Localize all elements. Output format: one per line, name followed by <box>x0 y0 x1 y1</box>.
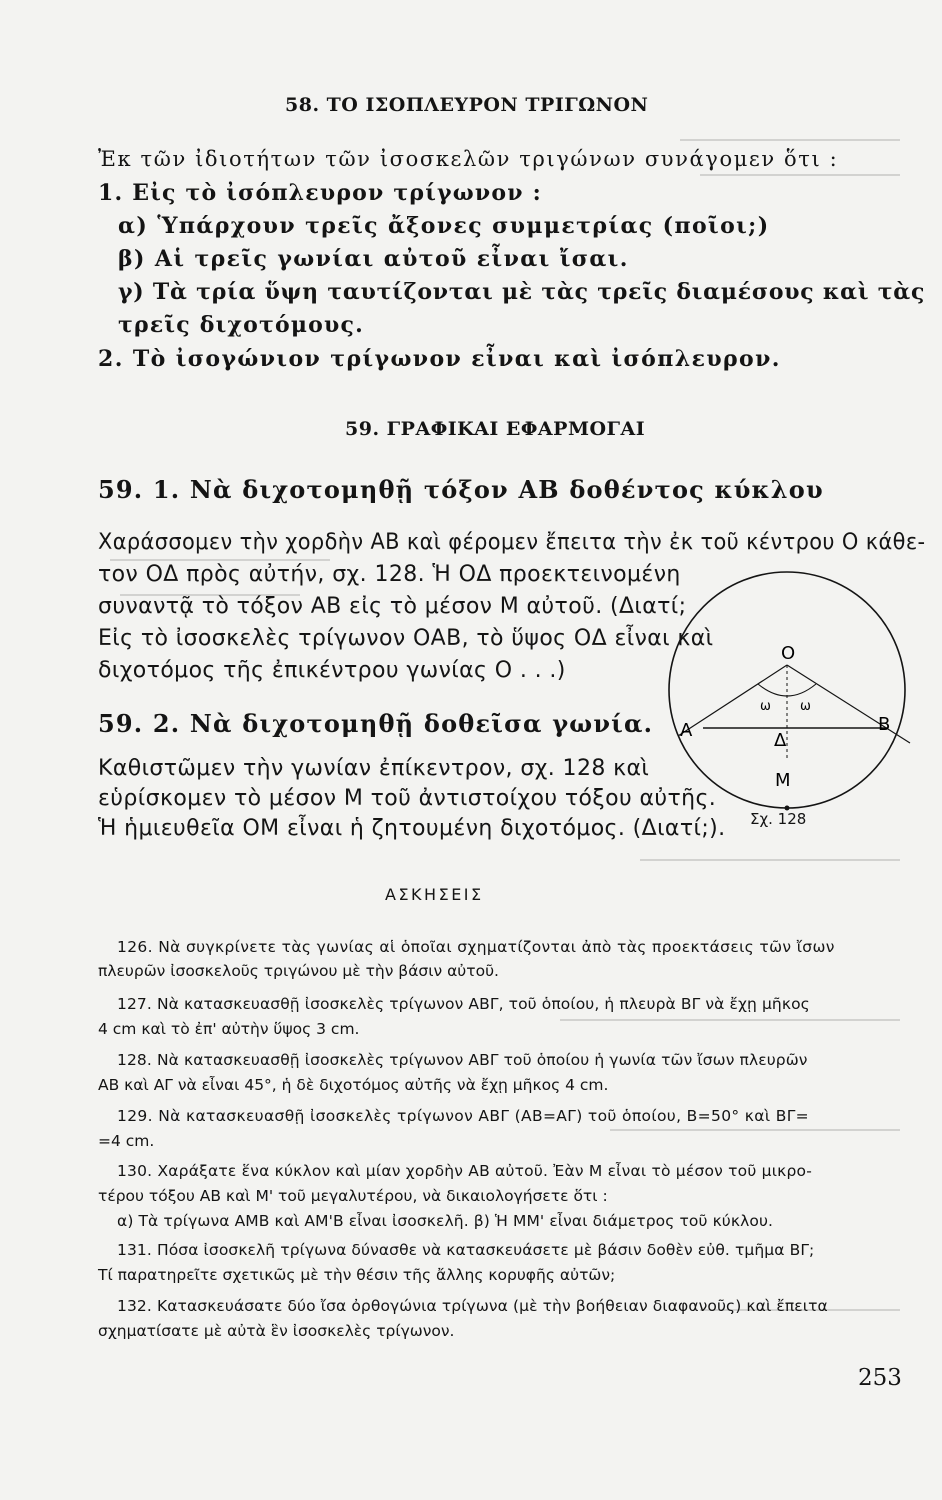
section-59-2-line: Ἡ ἡμιευθεῖα ΟΜ εἶναι ἡ ζητουμένη διχοτόμος. (Διατί;). <box>98 816 726 841</box>
label-d: Δ <box>774 730 787 751</box>
section-58-item-c-line1: γ) Τὰ τρία ὕψη ταυτίζονται μὲ τὰς τρεῖς διαμέσους καὶ τὰς <box>118 279 926 305</box>
exercise-line: σχηματίσατε μὲ αὐτὰ ἓν ἰσοσκελὲς τρίγωνον. <box>98 1322 455 1340</box>
label-b: Β <box>878 714 891 735</box>
section-58-item-c-line2: τρεῖς διχοτόμους. <box>118 312 364 338</box>
section-59-1-line: Εἰς τὸ ἰσοσκελὲς τρίγωνον ΟΑΒ, τὸ ὕψος ΟΔ εἶναι καὶ <box>98 626 714 651</box>
exercise-line: 128. Νὰ κατασκευασθῇ ἰσοσκελὲς τρίγωνον ΑΒΓ τοῦ ὁποίου ἡ γωνία τῶν ἴσων πλευρῶν <box>117 1051 808 1069</box>
label-o: Ο <box>781 643 796 664</box>
page-number: 253 <box>858 1365 902 1391</box>
section-59-1-line: διχοτόμος τῆς ἐπικέντρου γωνίας Ο . . .) <box>98 658 566 683</box>
section-58-intro: Ἐκ τῶν ἰδιοτήτων τῶν ἰσοσκελῶν τριγώνων συνάγομεν ὅτι : <box>98 147 839 171</box>
exercise-line: τέρου τόξου ΑΒ καὶ Μ' τοῦ μεγαλυτέρου, νὰ δικαιολογήσετε ὅτι : <box>98 1187 608 1205</box>
exercise-line: 127. Νὰ κατασκευασθῇ ἰσοσκελὲς τρίγωνον ΑΒΓ, τοῦ ὁποίου, ἡ πλευρὰ ΒΓ νὰ ἔχῃ μῆκος <box>117 995 810 1013</box>
exercise-line: Τί παρατηρεῖτε σχετικῶς μὲ τὴν θέσιν τῆς ἄλλης κορυφῆς αὐτῶν; <box>98 1266 616 1284</box>
exercise-line: α) Τὰ τρίγωνα ΑΜΒ καὶ ΑΜ'Β εἶναι ἰσοσκελῆ. β) Ἡ ΜΜ' εἶναι διάμετρος τοῦ κύκλου. <box>117 1212 774 1230</box>
section-58-item-b: β) Αἱ τρεῖς γωνίαι αὐτοῦ εἶναι ἴσαι. <box>118 246 629 272</box>
label-m: Μ <box>775 770 791 791</box>
section-59-1-heading: 59. 1. Νὰ διχοτομηθῇ τόξον ΑΒ δοθέντος κύκλου <box>98 475 824 504</box>
section-59-2-line: Καθιστῶμεν τὴν γωνίαν ἐπίκεντρον, σχ. 128 καὶ <box>98 756 650 781</box>
exercise-line: 131. Πόσα ἰσοσκελῆ τρίγωνα δύνασθε νὰ κατασκευάσετε μὲ βάσιν δοθὲν εὐθ. τμῆμα ΒΓ; <box>117 1241 815 1259</box>
section-59-1-line: Χαράσσομεν τὴν χορδὴν ΑΒ καὶ φέρομεν ἔπειτα τὴν ἐκ τοῦ κέντρου Ο κάθε- <box>98 530 926 555</box>
exercise-line: 129. Νὰ κατασκευασθῇ ἰσοσκελὲς τρίγωνον ΑΒΓ (ΑΒ=ΑΓ) τοῦ ὁποίου, Β=50° καὶ ΒΓ= <box>117 1107 810 1125</box>
section-59-2-line: εὑρίσκομεν τὸ μέσον Μ τοῦ ἀντιστοίχου τόξου αὐτῆς. <box>98 786 717 811</box>
exercise-line: =4 cm. <box>98 1132 155 1150</box>
label-omega-right: ω <box>800 699 811 714</box>
section-59-1-line: τον ΟΔ πρὸς αὐτήν, σχ. 128. Ἡ ΟΔ προεκτεινομένη <box>98 562 681 587</box>
exercises-title: ΑΣΚΗΣΕΙΣ <box>385 885 484 904</box>
exercise-line: ΑΒ καὶ ΑΓ νὰ εἶναι 45°, ἡ δὲ διχοτόμος αὐτῆς νὰ ἔχῃ μῆκος 4 cm. <box>98 1076 609 1094</box>
section-59-2-heading: 59. 2. Νὰ διχοτομηθῇ δοθεῖσα γωνία. <box>98 709 654 738</box>
section-59-title: 59. ΓΡΑΦΙΚΑΙ ΕΦΑΡΜΟΓΑΙ <box>345 418 646 440</box>
section-59-1-line: συναντᾷ τὸ τόξον ΑΒ εἰς τὸ μέσον Μ αὐτοῦ. (Διατί; <box>98 594 687 619</box>
label-a: Α <box>680 720 693 741</box>
exercise-line: 130. Χαράξατε ἕνα κύκλον καὶ μίαν χορδὴν ΑΒ αὐτοῦ. Ἐὰν Μ εἶναι τὸ μέσον τοῦ μικρο- <box>117 1162 813 1180</box>
exercise-line: 126. Νὰ συγκρίνετε τὰς γωνίας αἱ ὁποῖαι σχηματίζονται ἀπὸ τὰς προεκτάσεις τῶν ἴσων <box>117 938 835 956</box>
exercise-line: 4 cm καὶ τὸ ἐπ' αὐτὴν ὕψος 3 cm. <box>98 1020 360 1038</box>
section-58-point-1: 1. Εἰς τὸ ἰσόπλευρον τρίγωνον : <box>98 180 542 206</box>
exercise-line: πλευρῶν ἰσοσκελοῦς τριγώνου μὲ τὴν βάσιν αὐτοῦ. <box>98 962 499 980</box>
section-58-title: 58. ΤΟ ΙΣΟΠΛΕΥΡΟΝ ΤΡΙΓΩΝΟΝ <box>285 94 649 116</box>
figure-caption: Σχ. 128 <box>750 810 807 828</box>
section-58-item-a: α) Ὑπάρχουν τρεῖς ἄξονες συμμετρίας (ποῖοι;) <box>118 213 770 239</box>
label-omega-left: ω <box>760 699 771 714</box>
section-58-point-2: 2. Τὸ ἰσογώνιον τρίγωνον εἶναι καὶ ἰσόπλευρον. <box>98 346 781 372</box>
exercise-line: 132. Κατασκευάσατε δύο ἴσα ὀρθογώνια τρίγωνα (μὲ τὴν βοήθειαν διαφανοῦς) καὶ ἔπειτα <box>117 1297 828 1315</box>
